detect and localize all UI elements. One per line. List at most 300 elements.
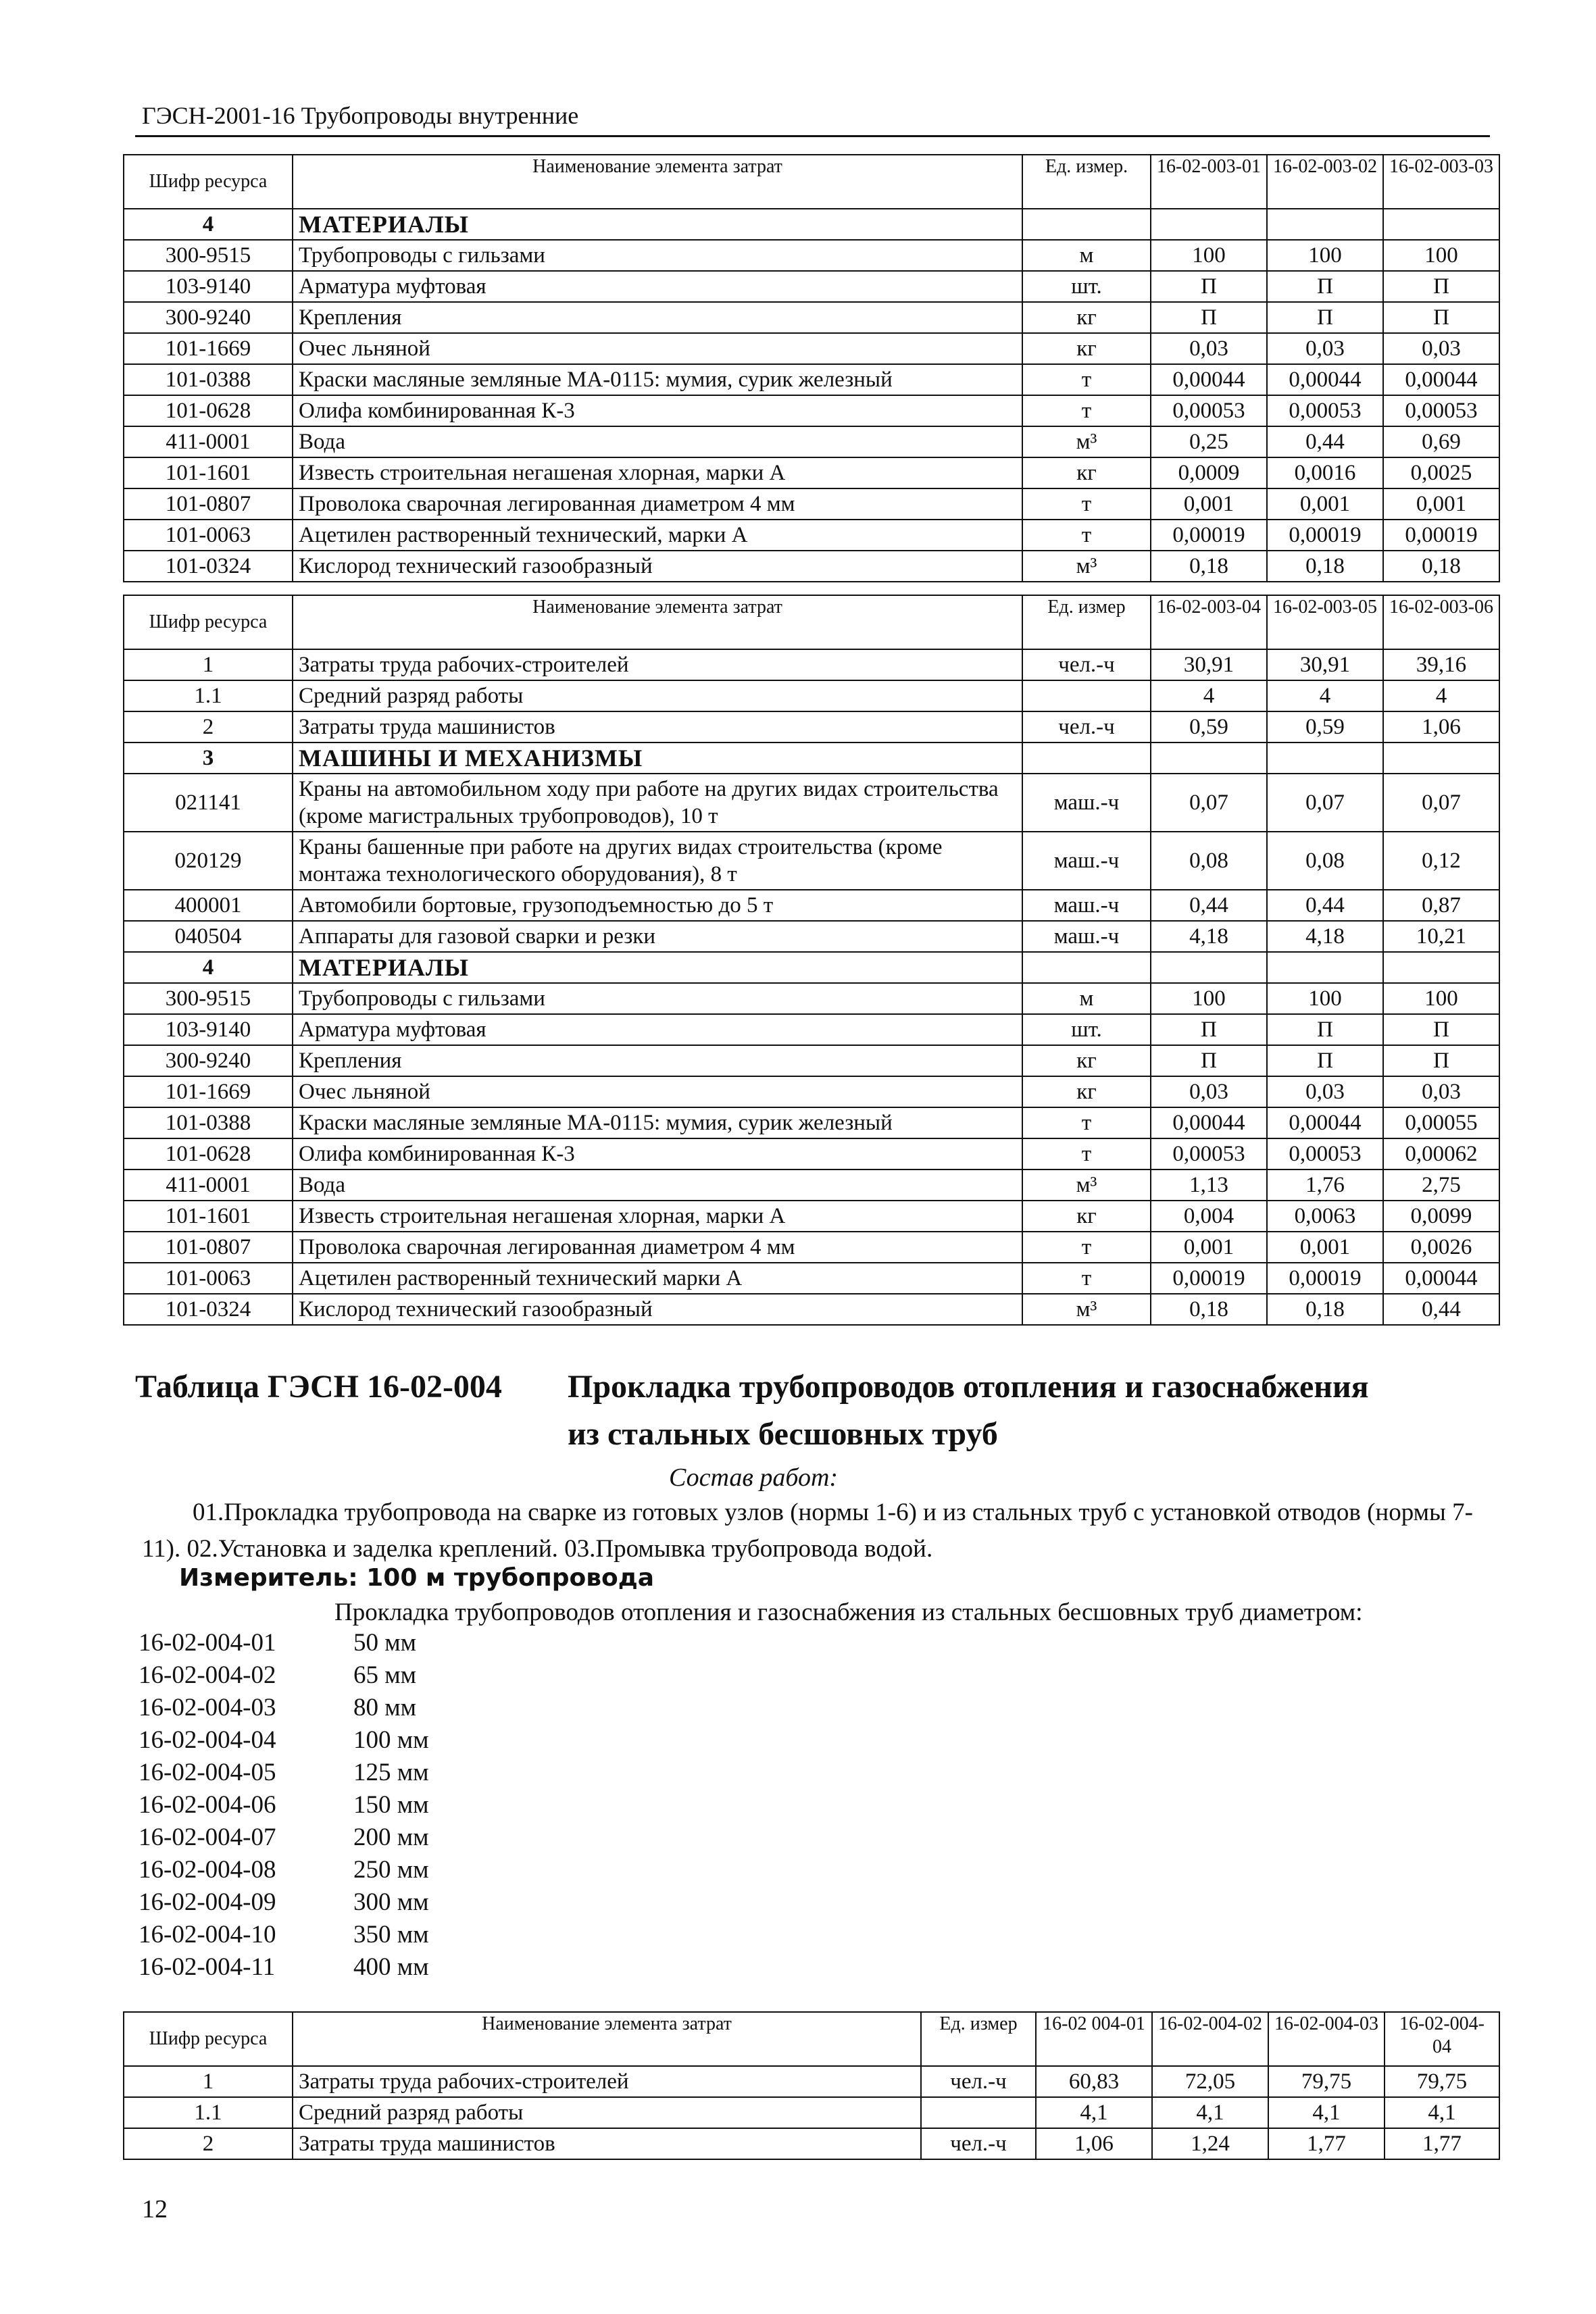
col-header: Ед. измер bbox=[1022, 595, 1151, 649]
table-row bbox=[124, 209, 1499, 240]
header-rule bbox=[135, 135, 1490, 137]
norm-code: 16-02-004-03 bbox=[139, 1694, 276, 1721]
table-row bbox=[124, 426, 1499, 457]
resource-code: 101-1601 bbox=[124, 1201, 293, 1232]
cost-element-name: МАТЕРИАЛЫ bbox=[293, 952, 1022, 983]
cost-element-name: Затраты труда рабочих-строителей bbox=[293, 2066, 921, 2097]
value-cell bbox=[1383, 209, 1499, 240]
value-cell: П bbox=[1267, 302, 1383, 333]
value-cell: 0,001 bbox=[1267, 1232, 1383, 1263]
norm-diameter: 150 мм bbox=[353, 1791, 429, 1819]
cost-element-name: Затраты труда машинистов bbox=[293, 2128, 921, 2159]
unit-cell: маш.-ч bbox=[1022, 890, 1151, 921]
value-cell: 0,03 bbox=[1267, 333, 1383, 364]
value-cell: 39,16 bbox=[1383, 649, 1499, 680]
value-cell: П bbox=[1151, 1045, 1267, 1076]
cost-element-name: Известь строительная негашеная хлорная, марки А bbox=[293, 1201, 1022, 1232]
table-row bbox=[124, 302, 1499, 333]
resource-code: 101-0388 bbox=[124, 364, 293, 395]
unit-cell: т bbox=[1022, 1138, 1151, 1169]
norm-diameter: 125 мм bbox=[353, 1759, 429, 1786]
cost-element-name: МАТЕРИАЛЫ bbox=[293, 209, 1022, 240]
unit-cell: кг bbox=[1022, 1201, 1151, 1232]
resource-code: 103-9140 bbox=[124, 1014, 293, 1045]
value-cell: 0,18 bbox=[1151, 1294, 1267, 1325]
resource-code: 101-0628 bbox=[124, 395, 293, 426]
norm-code: 16-02-004-06 bbox=[139, 1791, 276, 1819]
value-cell: 1,13 bbox=[1151, 1169, 1267, 1201]
unit-cell: т bbox=[1022, 395, 1151, 426]
value-cell: 0,00062 bbox=[1383, 1138, 1499, 1169]
norms-intro: Прокладка трубопроводов отопления и газоснабжения из стальных бесшовных труб диаметром: bbox=[334, 1599, 1363, 1626]
value-cell: 0,00055 bbox=[1383, 1107, 1499, 1138]
value-cell: 4,1 bbox=[1268, 2097, 1385, 2128]
value-cell: П bbox=[1383, 1045, 1499, 1076]
unit-cell: т bbox=[1022, 520, 1151, 551]
col-header: 16-02-004-03 bbox=[1268, 2012, 1385, 2066]
norm-diameter: 65 мм bbox=[353, 1661, 417, 1689]
unit-cell: м bbox=[1022, 983, 1151, 1014]
value-cell: 0,18 bbox=[1267, 1294, 1383, 1325]
value-cell: 1,24 bbox=[1152, 2128, 1268, 2159]
col-header: 16-02-003-04 bbox=[1151, 595, 1267, 649]
value-cell: 0,00053 bbox=[1267, 395, 1383, 426]
value-cell: 0,0063 bbox=[1267, 1201, 1383, 1232]
value-cell: 4,18 bbox=[1267, 921, 1383, 952]
value-cell: 0,001 bbox=[1151, 1232, 1267, 1263]
table-row bbox=[124, 1045, 1499, 1076]
value-cell: 0,001 bbox=[1151, 488, 1267, 520]
unit-cell: т bbox=[1022, 364, 1151, 395]
unit-cell: т bbox=[1022, 488, 1151, 520]
norm-code: 16-02-004-07 bbox=[139, 1823, 276, 1851]
value-cell: 0,18 bbox=[1383, 551, 1499, 582]
resource-code: 411-0001 bbox=[124, 1169, 293, 1201]
norm-code: 16-02-004-04 bbox=[139, 1726, 276, 1754]
unit-cell: кг bbox=[1022, 457, 1151, 488]
resource-code: 411-0001 bbox=[124, 426, 293, 457]
table-row bbox=[124, 1263, 1499, 1294]
cost-element-name: Кислород технический газообразный bbox=[293, 1294, 1022, 1325]
cost-element-name: Крепления bbox=[293, 302, 1022, 333]
table-row bbox=[124, 395, 1499, 426]
value-cell: 72,05 bbox=[1152, 2066, 1268, 2097]
resource-code: 101-0324 bbox=[124, 1294, 293, 1325]
cost-element-name: Вода bbox=[293, 426, 1022, 457]
table-header-row bbox=[124, 155, 1499, 209]
resource-code: 101-0063 bbox=[124, 520, 293, 551]
table-row bbox=[124, 488, 1499, 520]
value-cell: 0,00044 bbox=[1383, 1263, 1499, 1294]
value-cell: 0,00053 bbox=[1267, 1138, 1383, 1169]
measure-unit: Измеритель: 100 м трубопровода bbox=[179, 1564, 655, 1592]
table-row bbox=[124, 952, 1499, 983]
table-row bbox=[124, 271, 1499, 302]
col-header: Наименование элемента затрат bbox=[293, 595, 1022, 649]
value-cell: 0,07 bbox=[1151, 774, 1267, 832]
value-cell: П bbox=[1151, 1014, 1267, 1045]
col-header: 16-02-003-06 bbox=[1383, 595, 1499, 649]
table-title-line-1: Прокладка трубопроводов отопления и газоснабжения bbox=[568, 1369, 1369, 1405]
norm-diameter: 250 мм bbox=[353, 1856, 429, 1884]
resource-code: 1.1 bbox=[124, 680, 293, 711]
col-header: Наименование элемента затрат bbox=[293, 2012, 921, 2066]
value-cell: 100 bbox=[1267, 240, 1383, 271]
cost-element-name: Краски масляные земляные МА-0115: мумия, сурик железный bbox=[293, 364, 1022, 395]
running-header: ГЭСН-2001-16 Трубопроводы внутренние bbox=[142, 102, 579, 129]
table-row bbox=[124, 774, 1499, 832]
resource-code: 101-0388 bbox=[124, 1107, 293, 1138]
table-row bbox=[124, 1294, 1499, 1325]
col-header: 16-02-003-02 bbox=[1267, 155, 1383, 209]
value-cell: 4 bbox=[1151, 680, 1267, 711]
value-cell: 30,91 bbox=[1267, 649, 1383, 680]
value-cell: 0,87 bbox=[1383, 890, 1499, 921]
unit-cell: м³ bbox=[1022, 1169, 1151, 1201]
resource-code: 101-0628 bbox=[124, 1138, 293, 1169]
unit-cell: чел.-ч bbox=[1022, 649, 1151, 680]
norm-code: 16-02-004-10 bbox=[139, 1921, 276, 1948]
table-row bbox=[124, 551, 1499, 582]
cost-element-name: Кислород технический газообразный bbox=[293, 551, 1022, 582]
table-row bbox=[124, 1201, 1499, 1232]
table-resources-004-01-04 bbox=[123, 2011, 1500, 2160]
value-cell: 4,1 bbox=[1385, 2097, 1499, 2128]
value-cell: П bbox=[1267, 271, 1383, 302]
value-cell: П bbox=[1383, 271, 1499, 302]
resource-code: 101-0807 bbox=[124, 1232, 293, 1263]
value-cell bbox=[1151, 743, 1267, 774]
table-row bbox=[124, 1169, 1499, 1201]
resource-code: 101-1669 bbox=[124, 1076, 293, 1107]
table-id: Таблица ГЭСН 16-02-004 bbox=[135, 1369, 502, 1405]
unit-cell: кг bbox=[1022, 1045, 1151, 1076]
table-row bbox=[124, 2097, 1499, 2128]
unit-cell bbox=[1022, 680, 1151, 711]
cost-element-name: Автомобили бортовые, грузоподъемностью до 5 т bbox=[293, 890, 1022, 921]
value-cell: 0,59 bbox=[1151, 711, 1267, 743]
table-row bbox=[124, 1014, 1499, 1045]
value-cell: 0,18 bbox=[1151, 551, 1267, 582]
table-row bbox=[124, 1232, 1499, 1263]
value-cell: 1,77 bbox=[1385, 2128, 1499, 2159]
value-cell: 0,12 bbox=[1383, 832, 1499, 890]
cost-element-name: Проволока сварочная легированная диаметром 4 мм bbox=[293, 488, 1022, 520]
col-header: 16-02 004-01 bbox=[1036, 2012, 1152, 2066]
cost-element-name: Арматура муфтовая bbox=[293, 1014, 1022, 1045]
unit-cell: маш.-ч bbox=[1022, 921, 1151, 952]
cost-element-name: Ацетилен растворенный технический, марки А bbox=[293, 520, 1022, 551]
value-cell: 0,44 bbox=[1151, 890, 1267, 921]
cost-element-name: Средний разряд работы bbox=[293, 2097, 921, 2128]
table-row bbox=[124, 364, 1499, 395]
unit-cell bbox=[1022, 209, 1151, 240]
unit-cell: шт. bbox=[1022, 271, 1151, 302]
unit-cell: т bbox=[1022, 1232, 1151, 1263]
value-cell: 30,91 bbox=[1151, 649, 1267, 680]
table-row bbox=[124, 457, 1499, 488]
resource-code: 2 bbox=[124, 2128, 293, 2159]
work-composition-text: 01.Прокладка трубопровода на сварке из готовых узлов (нормы 1-6) и из стальных труб с установкой отводов (нормы 7-11). 02.Установка и заделка креплений. 03.Промывка трубопровода водой. bbox=[142, 1499, 1473, 1563]
table-row bbox=[124, 680, 1499, 711]
resource-code: 101-1601 bbox=[124, 457, 293, 488]
value-cell: 0,0026 bbox=[1383, 1232, 1499, 1263]
table-row bbox=[124, 520, 1499, 551]
cost-element-name: Известь строительная негашеная хлорная, марки А bbox=[293, 457, 1022, 488]
value-cell: П bbox=[1151, 271, 1267, 302]
value-cell: 0,0009 bbox=[1151, 457, 1267, 488]
table-header-row bbox=[124, 2012, 1499, 2066]
resource-code: 400001 bbox=[124, 890, 293, 921]
cost-element-name: Проволока сварочная легированная диаметром 4 мм bbox=[293, 1232, 1022, 1263]
resource-code: 101-0807 bbox=[124, 488, 293, 520]
value-cell: 0,0025 bbox=[1383, 457, 1499, 488]
value-cell: 0,00044 bbox=[1151, 364, 1267, 395]
value-cell: 100 bbox=[1383, 983, 1499, 1014]
table-row bbox=[124, 240, 1499, 271]
resource-code: 1 bbox=[124, 2066, 293, 2097]
value-cell: 0,001 bbox=[1267, 488, 1383, 520]
value-cell: 100 bbox=[1151, 983, 1267, 1014]
value-cell: 0,25 bbox=[1151, 426, 1267, 457]
col-header: Ед. измер bbox=[921, 2012, 1036, 2066]
value-cell: П bbox=[1267, 1045, 1383, 1076]
unit-cell: шт. bbox=[1022, 1014, 1151, 1045]
value-cell: 0,00044 bbox=[1383, 364, 1499, 395]
value-cell: 0,03 bbox=[1267, 1076, 1383, 1107]
unit-cell: м³ bbox=[1022, 426, 1151, 457]
value-cell: П bbox=[1383, 1014, 1499, 1045]
cost-element-name: Вода bbox=[293, 1169, 1022, 1201]
value-cell: 0,00044 bbox=[1267, 364, 1383, 395]
value-cell: 0,00019 bbox=[1267, 1263, 1383, 1294]
value-cell: 2,75 bbox=[1383, 1169, 1499, 1201]
table-row bbox=[124, 832, 1499, 890]
col-header: 16-02-004-04 bbox=[1385, 2012, 1499, 2066]
table-header-row bbox=[124, 595, 1499, 649]
cost-element-name: Очес льняной bbox=[293, 333, 1022, 364]
value-cell: 79,75 bbox=[1385, 2066, 1499, 2097]
table-row bbox=[124, 711, 1499, 743]
resource-code: 101-0324 bbox=[124, 551, 293, 582]
table-resources-003-04-06 bbox=[123, 595, 1500, 1326]
cost-element-name: Очес льняной bbox=[293, 1076, 1022, 1107]
cost-element-name: Арматура муфтовая bbox=[293, 271, 1022, 302]
value-cell: 0,00053 bbox=[1383, 395, 1499, 426]
table-row bbox=[124, 333, 1499, 364]
page-number: 12 bbox=[142, 2195, 168, 2223]
cost-element-name: Трубопроводы с гильзами bbox=[293, 983, 1022, 1014]
unit-cell: маш.-ч bbox=[1022, 774, 1151, 832]
norm-diameter: 300 мм bbox=[353, 1888, 429, 1916]
unit-cell: м³ bbox=[1022, 1294, 1151, 1325]
value-cell: 100 bbox=[1383, 240, 1499, 271]
norm-diameter: 200 мм bbox=[353, 1823, 429, 1851]
unit-cell: кг bbox=[1022, 302, 1151, 333]
resource-code: 101-1669 bbox=[124, 333, 293, 364]
resource-code: 300-9515 bbox=[124, 240, 293, 271]
value-cell: 4,1 bbox=[1036, 2097, 1152, 2128]
col-header: 16-02-004-02 bbox=[1152, 2012, 1268, 2066]
value-cell bbox=[1267, 209, 1383, 240]
value-cell: 0,03 bbox=[1151, 1076, 1267, 1107]
col-header: 16-02-003-01 bbox=[1151, 155, 1267, 209]
value-cell: 79,75 bbox=[1268, 2066, 1385, 2097]
value-cell: 0,03 bbox=[1383, 333, 1499, 364]
table-row bbox=[124, 1138, 1499, 1169]
col-header: 16-02-003-03 bbox=[1383, 155, 1499, 209]
cost-element-name: Ацетилен растворенный технический марки А bbox=[293, 1263, 1022, 1294]
col-header: Шифр ресурса bbox=[124, 2012, 293, 2066]
norm-diameter: 100 мм bbox=[353, 1726, 429, 1754]
resource-code: 021141 bbox=[124, 774, 293, 832]
norm-diameter: 80 мм bbox=[353, 1694, 417, 1721]
cost-element-name: Трубопроводы с гильзами bbox=[293, 240, 1022, 271]
norm-code: 16-02-004-09 bbox=[139, 1888, 276, 1916]
value-cell: П bbox=[1383, 302, 1499, 333]
value-cell bbox=[1383, 743, 1499, 774]
value-cell: 100 bbox=[1267, 983, 1383, 1014]
unit-cell: т bbox=[1022, 1263, 1151, 1294]
unit-cell: чел.-ч bbox=[921, 2066, 1036, 2097]
table-materials-003-01-03 bbox=[123, 154, 1500, 582]
cost-element-name: Олифа комбинированная К-3 bbox=[293, 395, 1022, 426]
unit-cell bbox=[921, 2097, 1036, 2128]
resource-code: 101-0063 bbox=[124, 1263, 293, 1294]
table-row bbox=[124, 983, 1499, 1014]
value-cell: 0,004 bbox=[1151, 1201, 1267, 1232]
work-composition-label: Состав работ: bbox=[669, 1463, 839, 1492]
resource-code: 1 bbox=[124, 649, 293, 680]
table-title-line-2: из стальных бесшовных труб bbox=[568, 1416, 998, 1452]
value-cell: 0,44 bbox=[1383, 1294, 1499, 1325]
table-row bbox=[124, 890, 1499, 921]
value-cell: 0,08 bbox=[1267, 832, 1383, 890]
value-cell: 4 bbox=[1267, 680, 1383, 711]
value-cell: 1,76 bbox=[1267, 1169, 1383, 1201]
value-cell bbox=[1151, 209, 1267, 240]
value-cell bbox=[1383, 952, 1499, 983]
resource-code: 3 bbox=[124, 743, 293, 774]
value-cell: 0,00019 bbox=[1151, 1263, 1267, 1294]
value-cell: 60,83 bbox=[1036, 2066, 1152, 2097]
norm-code: 16-02-004-11 bbox=[139, 1953, 276, 1981]
col-header: Наименование элемента затрат bbox=[293, 155, 1022, 209]
cost-element-name: Затраты труда машинистов bbox=[293, 711, 1022, 743]
value-cell: 4,1 bbox=[1152, 2097, 1268, 2128]
value-cell: 0,07 bbox=[1383, 774, 1499, 832]
resource-code: 4 bbox=[124, 952, 293, 983]
norm-code: 16-02-004-08 bbox=[139, 1856, 276, 1884]
value-cell: 0,00019 bbox=[1151, 520, 1267, 551]
col-header: Шифр ресурса bbox=[124, 155, 293, 209]
value-cell: 0,08 bbox=[1151, 832, 1267, 890]
value-cell: 0,00053 bbox=[1151, 1138, 1267, 1169]
resource-code: 300-9240 bbox=[124, 302, 293, 333]
value-cell: 0,00053 bbox=[1151, 395, 1267, 426]
value-cell bbox=[1267, 952, 1383, 983]
value-cell: 10,21 bbox=[1383, 921, 1499, 952]
value-cell: П bbox=[1151, 302, 1267, 333]
cost-element-name: Краны на автомобильном ходу при работе на других видах строительства (кроме магистральных трубопроводов), 10 т bbox=[293, 774, 1022, 832]
table-row bbox=[124, 1076, 1499, 1107]
value-cell: 0,59 bbox=[1267, 711, 1383, 743]
unit-cell: кг bbox=[1022, 1076, 1151, 1107]
value-cell: 0,69 bbox=[1383, 426, 1499, 457]
cost-element-name: Аппараты для газовой сварки и резки bbox=[293, 921, 1022, 952]
value-cell: 0,00044 bbox=[1151, 1107, 1267, 1138]
col-header: Шифр ресурса bbox=[124, 595, 293, 649]
resource-code: 4 bbox=[124, 209, 293, 240]
cost-element-name: МАШИНЫ И МЕХАНИЗМЫ bbox=[293, 743, 1022, 774]
cost-element-name: Затраты труда рабочих-строителей bbox=[293, 649, 1022, 680]
resource-code: 300-9240 bbox=[124, 1045, 293, 1076]
value-cell: 0,44 bbox=[1267, 426, 1383, 457]
unit-cell bbox=[1022, 743, 1151, 774]
cost-element-name: Олифа комбинированная К-3 bbox=[293, 1138, 1022, 1169]
value-cell: 0,00044 bbox=[1267, 1107, 1383, 1138]
resource-code: 1.1 bbox=[124, 2097, 293, 2128]
norm-code: 16-02-004-02 bbox=[139, 1661, 276, 1689]
value-cell: 0,03 bbox=[1383, 1076, 1499, 1107]
unit-cell: т bbox=[1022, 1107, 1151, 1138]
value-cell: 0,44 bbox=[1267, 890, 1383, 921]
value-cell: П bbox=[1267, 1014, 1383, 1045]
resource-code: 103-9140 bbox=[124, 271, 293, 302]
value-cell: 100 bbox=[1151, 240, 1267, 271]
norm-code: 16-02-004-05 bbox=[139, 1759, 276, 1786]
value-cell: 0,0099 bbox=[1383, 1201, 1499, 1232]
col-header: Ед. измер. bbox=[1022, 155, 1151, 209]
value-cell: 0,07 bbox=[1267, 774, 1383, 832]
value-cell: 0,00019 bbox=[1383, 520, 1499, 551]
norm-diameter: 400 мм bbox=[353, 1953, 429, 1981]
cost-element-name: Средний разряд работы bbox=[293, 680, 1022, 711]
norm-diameter: 50 мм bbox=[353, 1629, 417, 1657]
table-row bbox=[124, 743, 1499, 774]
norm-diameter: 350 мм bbox=[353, 1921, 429, 1948]
unit-cell: маш.-ч bbox=[1022, 832, 1151, 890]
resource-code: 040504 bbox=[124, 921, 293, 952]
unit-cell: чел.-ч bbox=[921, 2128, 1036, 2159]
value-cell: 0,18 bbox=[1267, 551, 1383, 582]
norm-code: 16-02-004-01 bbox=[139, 1629, 276, 1657]
value-cell bbox=[1151, 952, 1267, 983]
table-row bbox=[124, 649, 1499, 680]
value-cell: 0,00019 bbox=[1267, 520, 1383, 551]
unit-cell: м³ bbox=[1022, 551, 1151, 582]
unit-cell bbox=[1022, 952, 1151, 983]
resource-code: 300-9515 bbox=[124, 983, 293, 1014]
value-cell: 0,03 bbox=[1151, 333, 1267, 364]
value-cell: 1,06 bbox=[1036, 2128, 1152, 2159]
unit-cell: м bbox=[1022, 240, 1151, 271]
value-cell: 4 bbox=[1383, 680, 1499, 711]
value-cell: 1,06 bbox=[1383, 711, 1499, 743]
value-cell: 1,77 bbox=[1268, 2128, 1385, 2159]
value-cell: 4,18 bbox=[1151, 921, 1267, 952]
cost-element-name: Крепления bbox=[293, 1045, 1022, 1076]
resource-code: 2 bbox=[124, 711, 293, 743]
unit-cell: чел.-ч bbox=[1022, 711, 1151, 743]
table-row bbox=[124, 1107, 1499, 1138]
cost-element-name: Краны башенные при работе на других видах строительства (кроме монтажа технологического оборудования), 8 т bbox=[293, 832, 1022, 890]
resource-code: 020129 bbox=[124, 832, 293, 890]
col-header: 16-02-003-05 bbox=[1267, 595, 1383, 649]
table-row bbox=[124, 2066, 1499, 2097]
value-cell: 0,001 bbox=[1383, 488, 1499, 520]
unit-cell: кг bbox=[1022, 333, 1151, 364]
